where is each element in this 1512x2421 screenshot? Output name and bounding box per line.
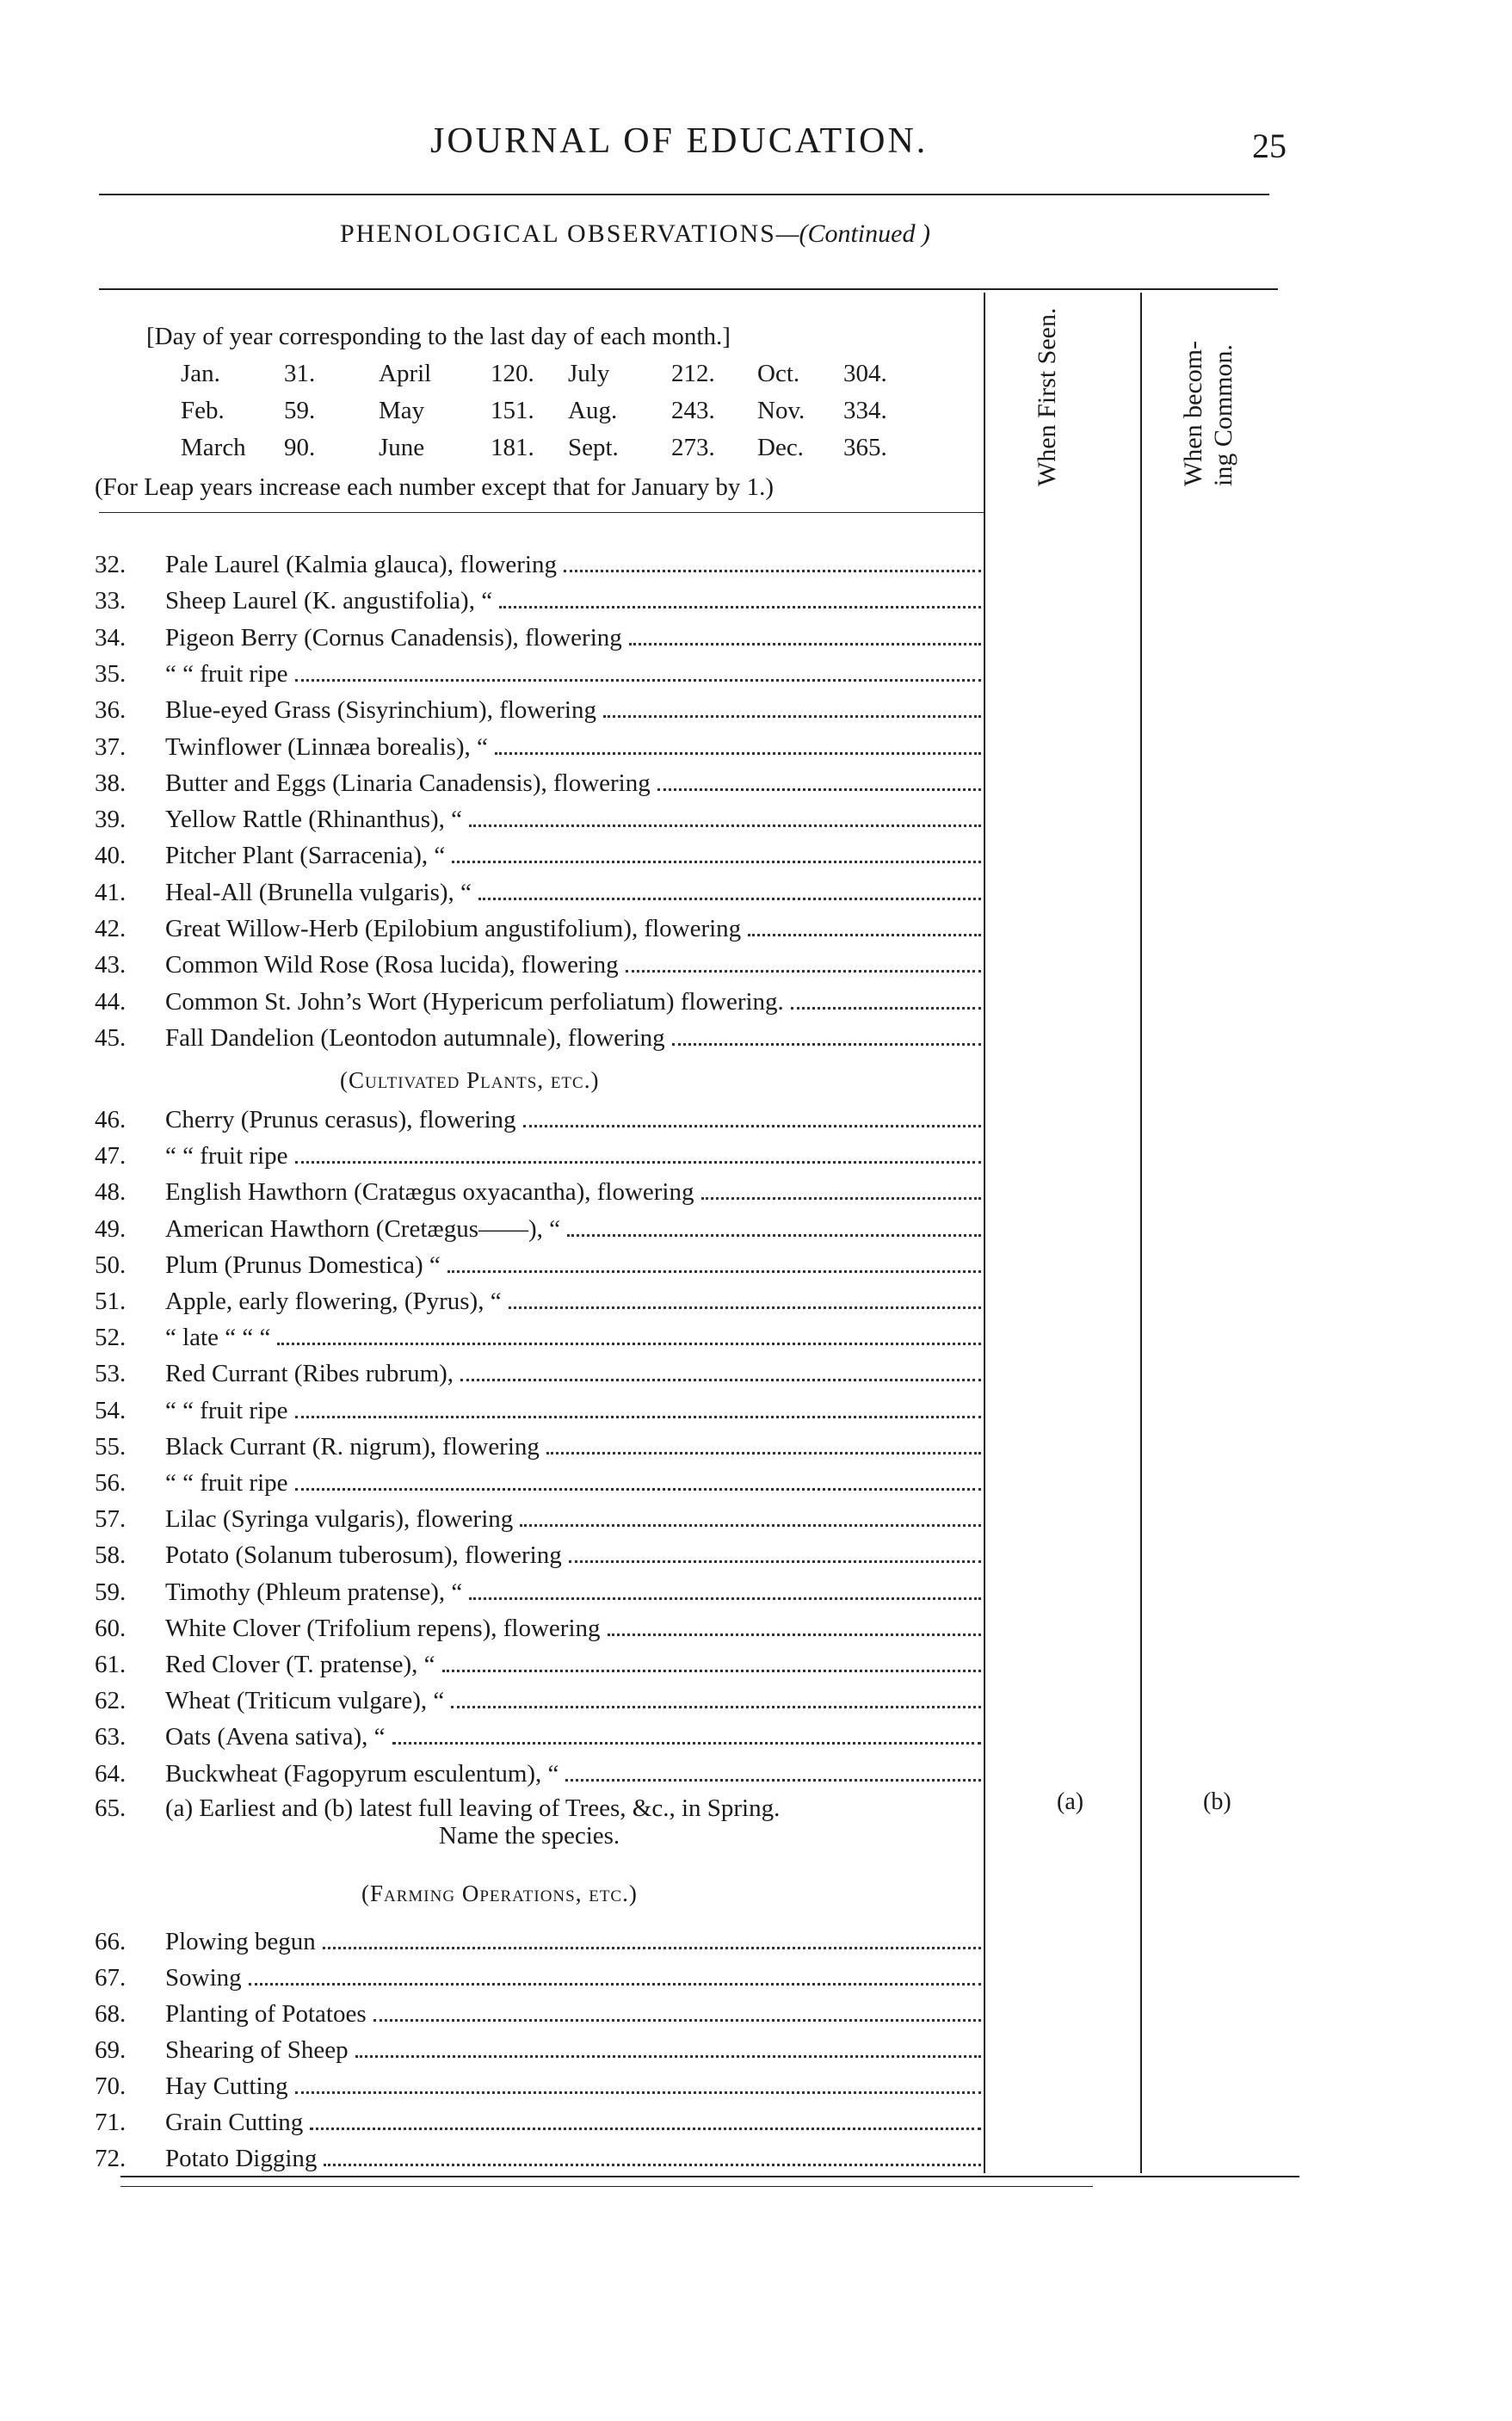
item-number: 37. — [95, 732, 127, 761]
item-text: Yellow Rattle (Rhinanthus), “ — [165, 806, 463, 834]
month-day-number: 59. — [284, 397, 316, 424]
item-text: “ late “ “ “ — [165, 1324, 271, 1352]
item-number: 72. — [95, 2145, 127, 2172]
month-day-number: 212. — [671, 360, 715, 387]
month-name: June — [379, 434, 425, 461]
subtitle-continued: —(Continued ) — [775, 219, 930, 248]
section-cultivated-plants: (Cultivated Plants, etc.) — [340, 1067, 600, 1093]
month-entry — [379, 434, 534, 462]
item-number: 63. — [95, 1723, 127, 1751]
item-number: 62. — [95, 1687, 127, 1715]
item-number: 59. — [95, 1578, 127, 1606]
month-name: Feb. — [181, 397, 225, 424]
dot-leader — [277, 1319, 981, 1345]
item-text: Common Wild Rose (Rosa lucida), flowering — [165, 951, 619, 979]
item-number: 48. — [95, 1178, 127, 1207]
month-entry — [757, 434, 887, 462]
item-text: “ “ fruit ripe — [165, 1396, 288, 1424]
column-header-first-seen: When First Seen. — [1033, 307, 1061, 486]
footer-short-rule — [120, 2186, 1093, 2187]
item-number: 65. — [95, 1794, 127, 1822]
month-entry — [757, 360, 887, 388]
month-day-number: 31. — [284, 360, 316, 387]
item-text: Common St. John’s Wort (Hypericum perfoliatum) flowering. — [165, 987, 784, 1016]
item-text: Plum (Prunus Domestica) “ — [165, 1251, 441, 1279]
month-grid — [181, 360, 938, 472]
item-number: 60. — [95, 1614, 127, 1642]
dot-leader — [657, 764, 981, 791]
month-day-number: 273. — [671, 434, 715, 461]
item-number: 66. — [95, 1928, 127, 1955]
item-number: 58. — [95, 1541, 127, 1570]
item-text: Pale Laurel (Kalmia glauca), flowering — [165, 551, 557, 578]
item-number: 52. — [95, 1324, 127, 1352]
month-name: March — [181, 434, 246, 461]
month-entry — [379, 397, 534, 425]
column-header-common-2: ing Common. — [1209, 343, 1237, 486]
dot-leader — [451, 1682, 981, 1708]
dot-leader — [469, 800, 981, 827]
month-day-number: 120. — [491, 360, 534, 387]
item-number: 47. — [95, 1142, 127, 1170]
item-number: 69. — [95, 2036, 127, 2064]
table-top-rule — [99, 288, 1278, 290]
item-number: 34. — [95, 623, 127, 652]
month-day-number: 365. — [843, 434, 887, 461]
item-text: Buckwheat (Fagopyrum esculentum), “ — [165, 1759, 559, 1788]
item-number: 68. — [95, 2000, 127, 2028]
item-text: Fall Dandelion (Leontodon autumnale), flowering — [165, 1023, 665, 1052]
column-header-common-1: When becom- — [1179, 340, 1207, 486]
item-text: “ “ fruit ripe — [165, 1142, 288, 1170]
month-day-number: 304. — [843, 360, 887, 387]
item-text: Timothy (Phleum pratense), “ — [165, 1578, 463, 1606]
section-farming-operations: (Farming Operations, etc.) — [361, 1881, 638, 1906]
item-number: 46. — [95, 1106, 127, 1133]
month-name: Jan. — [181, 360, 220, 387]
dot-leader — [748, 910, 981, 936]
item-number: 70. — [95, 2072, 127, 2100]
item-text: Potato (Solanum tuberosum), flowering — [165, 1541, 562, 1570]
item-number: 67. — [95, 1964, 127, 1992]
item-number: 44. — [95, 987, 127, 1016]
item-number: 42. — [95, 915, 127, 942]
dot-leader — [355, 2031, 981, 2058]
item-text: White Clover (Trifolium repens), flowering — [165, 1614, 601, 1642]
dot-leader — [452, 837, 981, 863]
dot-leader — [701, 1173, 981, 1200]
item-text: Apple, early flowering, (Pyrus), “ — [165, 1288, 502, 1315]
dot-leader — [295, 2067, 981, 2094]
item-number: 57. — [95, 1505, 127, 1534]
month-entry — [757, 397, 887, 425]
dot-leader — [523, 1101, 981, 1127]
info-bottom-rule — [99, 512, 985, 513]
item-text: Red Clover (T. pratense), “ — [165, 1651, 435, 1678]
item-text: “ “ fruit ripe — [165, 659, 288, 688]
dot-leader — [442, 1646, 981, 1672]
dot-leader — [392, 1718, 981, 1745]
item-number: 51. — [95, 1288, 127, 1315]
item-text: (a) Earliest and (b) latest full leaving of Trees, &c., in Spring. — [165, 1794, 781, 1822]
dot-leader — [323, 1923, 981, 1949]
item-number: 38. — [95, 769, 127, 797]
item-text: Name the species. — [439, 1822, 620, 1850]
item-text: English Hawthorn (Cratægus oxyacantha), flowering — [165, 1178, 694, 1207]
month-name: Dec. — [757, 434, 804, 461]
item-number: 40. — [95, 842, 127, 870]
dot-leader — [373, 1995, 981, 2022]
dot-leader — [569, 1536, 981, 1563]
item-number: 43. — [95, 951, 127, 979]
month-name: July — [568, 360, 610, 387]
month-name: Sept. — [568, 434, 619, 461]
dot-leader — [295, 1392, 981, 1418]
info-caption: [Day of year corresponding to the last day of each month.] — [146, 323, 731, 350]
dot-leader — [295, 1137, 981, 1164]
item-text: Wheat (Triticum vulgare), “ — [165, 1687, 445, 1715]
month-entry — [181, 434, 315, 462]
item-text: Shearing of Sheep — [165, 2036, 349, 2064]
table-bottom-rule — [120, 2176, 1299, 2177]
month-table — [181, 360, 938, 472]
item-number: 64. — [95, 1759, 127, 1788]
section-subtitle — [340, 219, 930, 249]
month-day-number: 334. — [843, 397, 887, 424]
dot-leader — [626, 946, 981, 973]
dot-leader — [249, 1959, 981, 1986]
dot-leader — [295, 655, 981, 682]
dot-leader — [310, 2103, 981, 2130]
item-text: Lilac (Syringa vulgaris), flowering — [165, 1505, 514, 1534]
item-text: Grain Cutting — [165, 2109, 304, 2136]
dot-leader — [564, 546, 981, 572]
item-text: Cherry (Prunus cerasus), flowering — [165, 1106, 516, 1133]
item-number: 50. — [95, 1251, 127, 1279]
item-text: American Hawthorn (Cretægus——), “ — [165, 1214, 561, 1243]
item-number: 56. — [95, 1469, 127, 1497]
month-entry — [181, 360, 315, 388]
item-number: 49. — [95, 1214, 127, 1243]
item-number: 39. — [95, 806, 127, 834]
item-text: Sheep Laurel (K. angustifolia), “ — [165, 587, 493, 615]
header-rule — [99, 194, 1269, 195]
dot-leader — [603, 691, 981, 718]
item-text: Heal-All (Brunella vulgaris), “ — [165, 878, 472, 906]
item-number: 61. — [95, 1651, 127, 1678]
item-number: 55. — [95, 1432, 127, 1461]
dot-leader — [509, 1282, 981, 1309]
dot-leader — [520, 1500, 981, 1527]
dot-leader — [546, 1428, 981, 1454]
item-number: 45. — [95, 1023, 127, 1052]
subtitle-main: PHENOLOGICAL OBSERVATIONS — [340, 219, 776, 248]
item-number: 33. — [95, 587, 127, 615]
item-text: Planting of Potatoes — [165, 2000, 367, 2028]
item-number: 35. — [95, 659, 127, 688]
dot-leader — [478, 874, 981, 900]
dot-leader — [791, 983, 981, 1010]
item-text: Oats (Avena sativa), “ — [165, 1723, 386, 1751]
item-number: 53. — [95, 1360, 127, 1388]
item-text: Potato Digging — [165, 2145, 318, 2172]
month-entry — [568, 360, 715, 388]
dot-leader — [295, 1464, 981, 1491]
dot-leader — [608, 1609, 981, 1636]
page-number: 25 — [1252, 127, 1287, 165]
item-text: Pigeon Berry (Cornus Canadensis), flowering — [165, 623, 622, 652]
item-text: Pitcher Plant (Sarracenia), “ — [165, 842, 446, 870]
month-entry — [181, 397, 315, 425]
item-text: Hay Cutting — [165, 2072, 288, 2100]
dot-leader — [499, 582, 981, 608]
item-number: 36. — [95, 696, 127, 725]
month-day-number: 243. — [671, 397, 715, 424]
item-text: Great Willow-Herb (Epilobium angustifolium), flowering — [165, 915, 742, 942]
month-entry — [568, 434, 715, 462]
month-name: May — [379, 397, 425, 424]
month-name: Nov. — [757, 397, 805, 424]
item-text: Red Currant (Ribes rubrum), — [165, 1360, 454, 1388]
dot-leader — [469, 1573, 981, 1600]
item-text: Sowing — [165, 1964, 242, 1992]
item-number: 71. — [95, 2109, 127, 2136]
dot-leader — [460, 1355, 981, 1381]
month-name: April — [379, 360, 432, 387]
month-day-number: 151. — [491, 397, 534, 424]
dot-leader — [447, 1246, 981, 1273]
item-text: Butter and Eggs (Linaria Canadensis), flowering — [165, 769, 651, 797]
month-name: Oct. — [757, 360, 800, 387]
month-name: Aug. — [568, 397, 618, 424]
item-number: 54. — [95, 1396, 127, 1424]
item-text: Twinflower (Linnæa borealis), “ — [165, 732, 488, 761]
leaf-mark-a: (a) — [1057, 1788, 1084, 1815]
item-text: “ “ fruit ripe — [165, 1469, 288, 1497]
month-day-number: 181. — [491, 434, 534, 461]
column-rule-left — [984, 293, 985, 2173]
item-number: 32. — [95, 551, 127, 578]
month-day-number: 90. — [284, 434, 316, 461]
month-entry — [568, 397, 715, 425]
dot-leader — [567, 1210, 981, 1237]
month-entry — [379, 360, 534, 388]
item-number: 41. — [95, 878, 127, 906]
dot-leader — [629, 619, 981, 645]
dot-leader — [672, 1019, 981, 1046]
dot-leader — [324, 2140, 981, 2166]
leap-note: (For Leap years increase each number except that for January by 1.) — [95, 473, 775, 501]
dot-leader — [495, 728, 981, 755]
item-text: Blue-eyed Grass (Sisyrinchium), flowering — [165, 696, 596, 725]
page-title: JOURNAL OF EDUCATION. — [430, 121, 929, 161]
dot-leader — [565, 1755, 981, 1782]
item-text: Black Currant (R. nigrum), flowering — [165, 1432, 540, 1461]
item-text: Plowing begun — [165, 1928, 316, 1955]
leaf-mark-b: (b) — [1203, 1788, 1231, 1815]
column-rule-right — [1140, 293, 1142, 2173]
